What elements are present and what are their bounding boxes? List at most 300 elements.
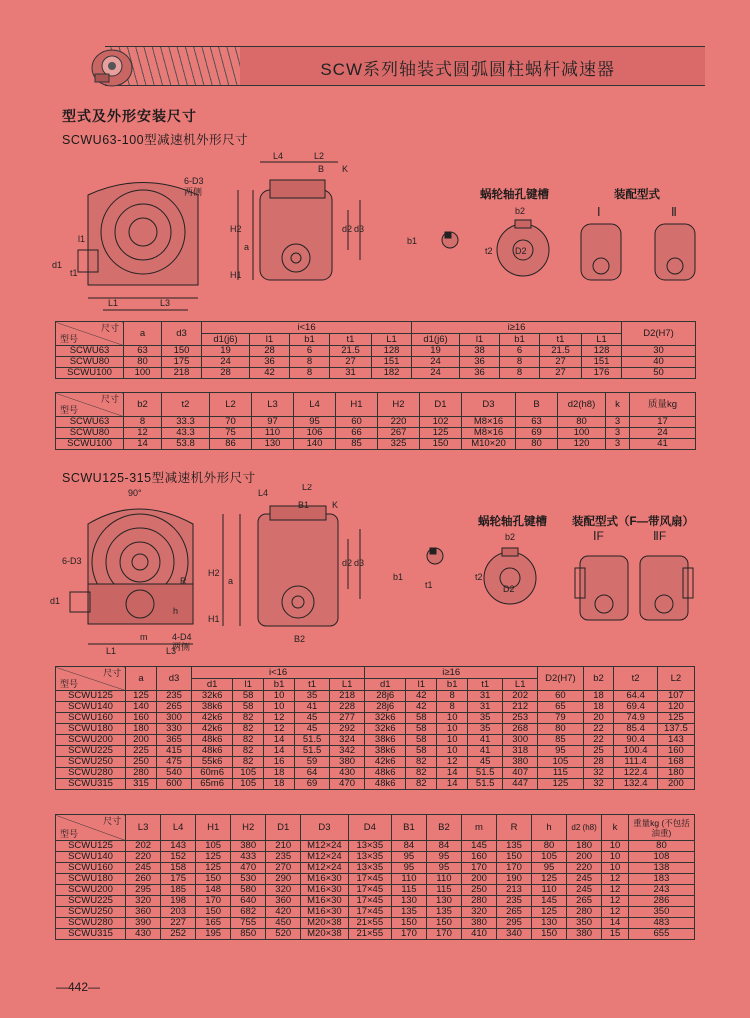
value-cell: 31 (468, 702, 503, 713)
value-cell: 380 (231, 841, 266, 852)
value-cell: 135 (391, 907, 426, 918)
table-row (56, 907, 695, 918)
dim-label: L2 (314, 151, 325, 161)
value-cell: 82 (233, 757, 264, 768)
table-row (56, 852, 695, 863)
value-cell: 245 (567, 874, 602, 885)
value-cell: 105 (233, 768, 264, 779)
value-cell: 168 (657, 757, 694, 768)
value-cell: 225 (126, 746, 157, 757)
value-cell: 85.4 (614, 724, 657, 735)
table-body (56, 346, 696, 379)
value-cell: 100 (558, 428, 606, 439)
value-cell: 18 (264, 779, 295, 790)
value-cell: 540 (156, 768, 191, 779)
value-cell: 475 (156, 757, 191, 768)
value-cell: 12 (264, 713, 295, 724)
value-cell: 8 (500, 357, 540, 368)
dim-label: a (244, 242, 250, 252)
value-cell: 120 (657, 702, 694, 713)
table-row (56, 746, 695, 757)
table-row (56, 918, 695, 929)
model-cell: SCWU200 (56, 735, 126, 746)
col-header: R (497, 815, 532, 841)
dim-label: t2 (485, 246, 493, 256)
assembly-type-label: ⅡF (653, 529, 667, 543)
value-cell: 42k6 (192, 713, 233, 724)
col-header: L1 (372, 334, 412, 346)
value-cell: 170 (426, 929, 461, 940)
value-cell: 130 (426, 896, 461, 907)
value-cell: 21×55 (348, 929, 391, 940)
value-cell: 24 (202, 357, 250, 368)
table-row (56, 691, 695, 702)
col-header: L1 (582, 334, 622, 346)
value-cell: 63 (516, 417, 558, 428)
subtitle-part1: SCWU63-100型减速机外形尺寸 (62, 133, 249, 147)
value-cell: 59 (295, 757, 330, 768)
value-cell: 95 (426, 852, 461, 863)
col-header: L4 (161, 815, 196, 841)
value-cell: 85 (336, 439, 378, 450)
value-cell: 218 (162, 368, 202, 379)
col-header: b1 (264, 679, 295, 691)
col-header: d1(j6) (412, 334, 460, 346)
value-cell: 51.5 (468, 768, 503, 779)
dim-label: K (332, 500, 339, 510)
value-cell: 140 (126, 702, 157, 713)
dim-label: a (228, 576, 234, 586)
col-header: l1 (250, 334, 290, 346)
model-cell: SCWU160 (56, 863, 126, 874)
value-cell: 227 (161, 918, 196, 929)
value-cell: 25 (583, 746, 614, 757)
value-cell: 180 (126, 724, 157, 735)
col-header: t1 (330, 334, 372, 346)
group-header: i≥16 (365, 667, 538, 679)
value-cell: 36 (250, 357, 290, 368)
table-row (56, 713, 695, 724)
value-cell: 390 (126, 918, 161, 929)
drawing-keyway-assembly-part1 (405, 202, 705, 298)
value-cell: 14 (437, 779, 468, 790)
value-cell: 125 (532, 907, 567, 918)
value-cell: 120 (558, 439, 606, 450)
value-cell: 80 (124, 357, 162, 368)
value-cell: 318 (503, 746, 538, 757)
dim-label: R (180, 576, 187, 586)
value-cell: 28 (202, 368, 250, 379)
value-cell: 33.3 (162, 417, 210, 428)
col-header: B2 (426, 815, 461, 841)
value-cell: 70 (210, 417, 252, 428)
section-title: 型式及外形安装尺寸 (62, 108, 197, 124)
value-cell: 79 (538, 713, 583, 724)
value-cell: 38k6 (192, 702, 233, 713)
value-cell: 95 (426, 863, 461, 874)
table-row (56, 768, 695, 779)
value-cell: 137.5 (657, 724, 694, 735)
col-header: d2 (h8) (567, 815, 602, 841)
col-header: d1 (192, 679, 233, 691)
value-cell: 82 (406, 768, 437, 779)
value-cell: 12 (602, 907, 629, 918)
value-cell: M12×24 (301, 841, 348, 852)
model-cell: SCWU80 (56, 428, 124, 439)
value-cell: 203 (161, 907, 196, 918)
value-cell: 28j6 (365, 691, 406, 702)
value-cell: 3 (606, 417, 630, 428)
dim-label: l1 (78, 234, 86, 244)
value-cell: 60 (538, 691, 583, 702)
col-header: b1 (500, 334, 540, 346)
model-cell: SCWU315 (56, 929, 126, 940)
col-header: H2 (378, 393, 420, 417)
value-cell: 10 (264, 702, 295, 713)
table-row (56, 702, 695, 713)
value-cell: 51.5 (295, 735, 330, 746)
value-cell: 69.4 (614, 702, 657, 713)
value-cell: 45 (295, 724, 330, 735)
col-header: l1 (233, 679, 264, 691)
col-header: t2 (614, 667, 657, 691)
value-cell: 63 (124, 346, 162, 357)
model-cell: SCWU225 (56, 746, 126, 757)
value-cell: 31 (468, 691, 503, 702)
value-cell: 380 (330, 757, 365, 768)
table-row (56, 439, 696, 450)
value-cell: 110 (426, 874, 461, 885)
dim-label: L4 (273, 151, 284, 161)
page-title: SCW系列轴装式圆弧圆柱蜗杆减速器 (320, 60, 615, 79)
dim-label: L3 (166, 646, 177, 656)
model-cell: SCWU315 (56, 779, 126, 790)
value-cell: 260 (126, 874, 161, 885)
value-cell: 51.5 (295, 746, 330, 757)
value-cell: 250 (461, 885, 496, 896)
col-header: l1 (460, 334, 500, 346)
value-cell: 125 (657, 713, 694, 724)
table-row (56, 874, 695, 885)
table-corner: 尺寸 型号 (56, 393, 124, 417)
value-cell: 292 (330, 724, 365, 735)
value-cell: 407 (503, 768, 538, 779)
value-cell: M20×38 (301, 918, 348, 929)
value-cell: M16×30 (301, 885, 348, 896)
value-cell: 150 (532, 929, 567, 940)
col-header: k (602, 815, 629, 841)
col-header: D2(H7) (538, 667, 583, 691)
value-cell: 655 (628, 929, 694, 940)
value-cell: 128 (372, 346, 412, 357)
value-cell: 170 (196, 896, 231, 907)
value-cell: M8×16 (462, 417, 516, 428)
label-keyway-part1: 蜗轮轴孔键槽 (480, 189, 549, 201)
assembly-type-label: Ⅱ (671, 205, 677, 219)
value-cell: 315 (126, 779, 157, 790)
value-cell: 14 (264, 746, 295, 757)
value-cell: 95 (532, 863, 567, 874)
value-cell: 18 (583, 702, 614, 713)
value-cell: 125 (420, 428, 462, 439)
value-cell: 252 (161, 929, 196, 940)
value-cell: 15 (602, 929, 629, 940)
value-cell: 41 (630, 439, 696, 450)
table-scwu125-315-dims (55, 666, 695, 790)
dim-label: L1 (108, 298, 119, 308)
value-cell: 38 (460, 346, 500, 357)
value-cell: 200 (657, 779, 694, 790)
value-cell: 850 (231, 929, 266, 940)
table-row (56, 896, 695, 907)
value-cell: 195 (196, 929, 231, 940)
table-body (56, 691, 695, 790)
value-cell: 48k6 (365, 768, 406, 779)
value-cell: 250 (126, 757, 157, 768)
dim-label: d1 (50, 596, 61, 606)
value-cell: 420 (266, 907, 301, 918)
value-cell: 10 (437, 735, 468, 746)
col-header: t1 (468, 679, 503, 691)
value-cell: 176 (582, 368, 622, 379)
value-cell: 220 (567, 863, 602, 874)
value-cell: 640 (231, 896, 266, 907)
value-cell: 210 (266, 841, 301, 852)
value-cell: 74.9 (614, 713, 657, 724)
value-cell: 160 (461, 852, 496, 863)
value-cell: 82 (233, 746, 264, 757)
value-cell: 13×35 (348, 863, 391, 874)
value-cell: 220 (126, 852, 161, 863)
col-header: b1 (437, 679, 468, 691)
value-cell: 41 (468, 746, 503, 757)
page-header (45, 44, 705, 88)
dim-label: D2 (515, 246, 527, 256)
value-cell: M16×30 (301, 896, 348, 907)
value-cell: 360 (126, 907, 161, 918)
value-cell: 60 (336, 417, 378, 428)
table-corner: 尺寸 型号 (56, 667, 126, 691)
value-cell: 165 (196, 918, 231, 929)
value-cell: 65m6 (192, 779, 233, 790)
value-cell: 95 (294, 417, 336, 428)
drawing-scwu63-100 (48, 150, 368, 318)
value-cell: 300 (503, 735, 538, 746)
value-cell: 58 (406, 735, 437, 746)
value-cell: 180 (567, 841, 602, 852)
value-cell: M12×24 (301, 852, 348, 863)
value-cell: 38k6 (365, 735, 406, 746)
table-body (56, 841, 695, 940)
col-header: H1 (336, 393, 378, 417)
value-cell: 17×45 (348, 907, 391, 918)
value-cell: 10 (602, 852, 629, 863)
model-cell: SCWU180 (56, 724, 126, 735)
value-cell: 150 (391, 918, 426, 929)
value-cell: 125 (196, 863, 231, 874)
col-header: k (606, 393, 630, 417)
dim-label: 90° (128, 488, 142, 498)
value-cell: 82 (233, 735, 264, 746)
value-cell: 27 (540, 357, 582, 368)
value-cell: 143 (161, 841, 196, 852)
page-number: —442— (56, 980, 101, 994)
value-cell: 14 (437, 768, 468, 779)
dim-label: H1 (208, 614, 220, 624)
value-cell: 69 (295, 779, 330, 790)
table-row (56, 929, 695, 940)
value-cell: 42k6 (192, 724, 233, 735)
value-cell: 95 (538, 746, 583, 757)
value-cell: 36 (460, 368, 500, 379)
value-cell: 135 (426, 907, 461, 918)
col-header: m (461, 815, 496, 841)
value-cell: 86 (210, 439, 252, 450)
col-header: b1 (290, 334, 330, 346)
value-cell: 350 (567, 918, 602, 929)
table-row (56, 724, 695, 735)
col-header: H1 (196, 815, 231, 841)
value-cell: 520 (266, 929, 301, 940)
dim-label: b2 (505, 532, 516, 542)
value-cell: 270 (266, 863, 301, 874)
value-cell: 84 (391, 841, 426, 852)
value-cell: 340 (497, 929, 532, 940)
table-scwu63-100-mounting (55, 392, 696, 450)
value-cell: 95 (391, 852, 426, 863)
value-cell: 10 (437, 713, 468, 724)
value-cell: 350 (628, 907, 694, 918)
value-cell: 20 (583, 713, 614, 724)
dim-label: L4 (258, 488, 269, 498)
value-cell: 280 (567, 907, 602, 918)
value-cell: 150 (196, 874, 231, 885)
value-cell: 320 (266, 885, 301, 896)
value-cell: 145 (461, 841, 496, 852)
value-cell: 80 (558, 417, 606, 428)
value-cell: 31 (330, 368, 372, 379)
col-header: D2(H7) (622, 322, 696, 346)
value-cell: 150 (426, 918, 461, 929)
col-header: L4 (294, 393, 336, 417)
value-cell: 21×55 (348, 918, 391, 929)
value-cell: 180 (657, 768, 694, 779)
dim-label: L1 (106, 646, 117, 656)
value-cell: 268 (503, 724, 538, 735)
col-header: D1 (266, 815, 301, 841)
value-cell: 84 (426, 841, 461, 852)
value-cell: 320 (126, 896, 161, 907)
group-header: i<16 (202, 322, 412, 334)
value-cell: 755 (231, 918, 266, 929)
dim-label: t1 (425, 580, 433, 590)
value-cell: 470 (330, 779, 365, 790)
value-cell: 470 (231, 863, 266, 874)
value-cell: 48k6 (192, 746, 233, 757)
value-cell: 115 (426, 885, 461, 896)
gearbox-logo-icon (87, 44, 137, 88)
value-cell: 450 (266, 918, 301, 929)
col-header: b2 (124, 393, 162, 417)
label-assembly-part1: 装配型式 (614, 189, 660, 201)
value-cell: 65 (538, 702, 583, 713)
value-cell: 21.5 (330, 346, 372, 357)
value-cell: 325 (378, 439, 420, 450)
value-cell: 106 (294, 428, 336, 439)
value-cell: 6 (290, 346, 330, 357)
table-row (56, 735, 695, 746)
value-cell: 16 (264, 757, 295, 768)
col-header: a (126, 667, 157, 691)
value-cell: 6 (500, 346, 540, 357)
value-cell: 80 (628, 841, 694, 852)
col-header: d3 (162, 322, 202, 346)
value-cell: 19 (202, 346, 250, 357)
value-cell: 202 (126, 841, 161, 852)
table-row (56, 885, 695, 896)
value-cell: 360 (266, 896, 301, 907)
model-cell: SCWU63 (56, 417, 124, 428)
value-cell: 243 (628, 885, 694, 896)
table-row (56, 357, 696, 368)
value-cell: 430 (126, 929, 161, 940)
value-cell: 300 (156, 713, 191, 724)
value-cell: M16×30 (301, 874, 348, 885)
value-cell: 13×35 (348, 841, 391, 852)
value-cell: 125 (532, 874, 567, 885)
col-header: b2 (583, 667, 614, 691)
value-cell: M16×30 (301, 907, 348, 918)
value-cell: 151 (582, 357, 622, 368)
dim-label: 6-D3 (62, 556, 82, 566)
col-header: d1(j6) (202, 334, 250, 346)
col-header: h (532, 815, 567, 841)
value-cell: 75 (210, 428, 252, 439)
value-cell: 433 (231, 852, 266, 863)
value-cell: 10 (602, 841, 629, 852)
value-cell: 69 (516, 428, 558, 439)
model-cell: SCWU160 (56, 713, 126, 724)
group-header: i<16 (192, 667, 365, 679)
drawing-scwu125-315 (48, 484, 368, 656)
value-cell: 43.3 (162, 428, 210, 439)
col-header: D3 (462, 393, 516, 417)
table-scwu125-315-mounting (55, 814, 695, 940)
col-header: B (516, 393, 558, 417)
table-body (56, 417, 696, 450)
dim-label: d1 (52, 260, 63, 270)
value-cell: 320 (461, 907, 496, 918)
model-cell: SCWU125 (56, 691, 126, 702)
value-cell: 19 (412, 346, 460, 357)
value-cell: 145 (532, 896, 567, 907)
value-cell: 600 (156, 779, 191, 790)
table-row (56, 863, 695, 874)
value-cell: 45 (468, 757, 503, 768)
value-cell: 200 (461, 874, 496, 885)
col-header: d3 (156, 667, 191, 691)
value-cell: 32 (583, 768, 614, 779)
value-cell: 17 (630, 417, 696, 428)
value-cell: 95 (391, 863, 426, 874)
dim-label: 6-D3 (184, 176, 204, 186)
value-cell: 66 (336, 428, 378, 439)
value-cell: 24 (412, 368, 460, 379)
dim-label: D2 (503, 584, 515, 594)
value-cell: 38k6 (365, 746, 406, 757)
dim-label: d3 (354, 558, 365, 568)
table-corner: 尺寸 型号 (56, 322, 124, 346)
